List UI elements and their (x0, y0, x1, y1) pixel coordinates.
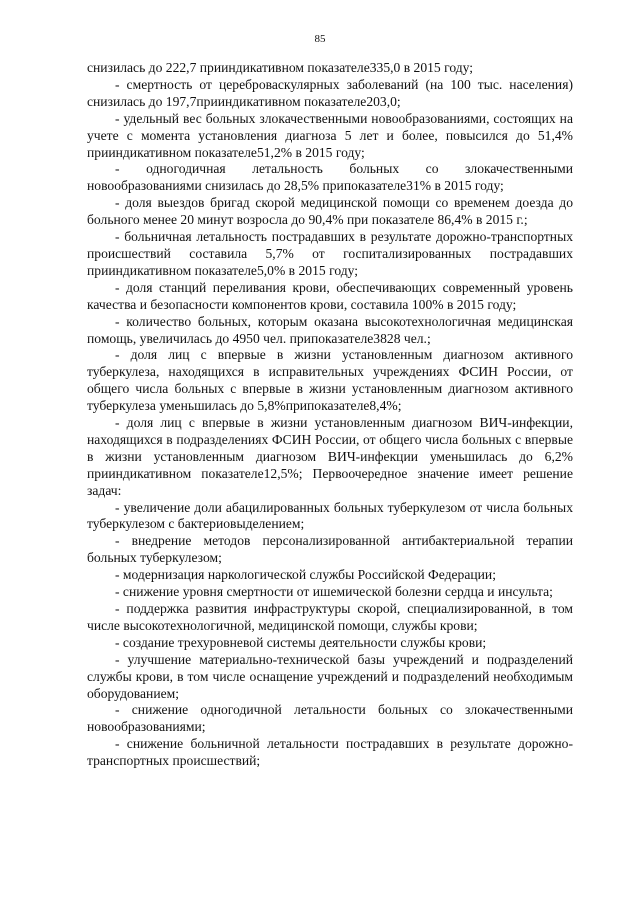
paragraph: - снижение одногодичной летальности больных со злокачественными новообразованиями; (87, 702, 573, 735)
paragraph: - количество больных, которым оказана высокотехнологичная медицинская помощь, увеличилась до 4950 чел. припоказателе3828 чел.; (87, 313, 573, 346)
paragraph: - доля станций переливания крови, обеспечивающих современный уровень качества и безопасности компонентов крови, составила 100% в 2015 году; (87, 279, 573, 312)
paragraph: - снижение больничной летальности пострадавших в результате дорожно-транспортных происшествий; (87, 736, 573, 769)
paragraph: - доля выездов бригад скорой медицинской помощи со временем доезда до больного менее 20 минут возросла до 90,4% при показателе 86,4% в 2015 г.; (87, 195, 573, 228)
paragraph: - снижение уровня смертности от ишемической болезни сердца и инсульта; (115, 584, 553, 600)
paragraph: - доля лиц с впервые в жизни установленным диагнозом активного туберкулеза, находящихся в исправительных учреждениях ФСИН России, от общего числа больных с впервые в жизни установленным диагнозом активного туберкулеза уменьшилась до 5,8%припоказателе8,4%; (87, 347, 573, 414)
paragraph: - смертность от цереброваскулярных заболеваний (на 100 тыс. населения) снизилась до 197,7прииндикативном показателе203,0; (87, 76, 573, 109)
paragraph: - одногодичная летальность больных со злокачественными новообразованиями снизилась до 28,5% припоказателе31% в 2015 году; (87, 161, 573, 194)
paragraph: - увеличение доли абацилированных больных туберкулезом от числа больных туберкулезом с бактериовыделением; (87, 499, 573, 532)
paragraph: - создание трехуровневой системы деятельности службы крови; (115, 634, 487, 650)
body-text (87, 60, 573, 770)
paragraph: - доля лиц с впервые в жизни установленным диагнозом ВИЧ-инфекции, находящихся в подразделениях ФСИН России, от общего числа больных с впервые в жизни установленным диагнозом ВИЧ-инфекции уменьшилась до 6,2% прииндикативном показателе12,5%; Первоочередное значение имеет решение задач: (87, 415, 573, 498)
paragraph: - больничная летальность пострадавших в результате дорожно-транспортных происшествий составила 5,7% от госпитализированных пострадавших прииндикативном показателе5,0% в 2015 году; (87, 229, 573, 278)
page-number: 85 (314, 33, 326, 45)
paragraph: - внедрение методов персонализированной антибактериальной терапии больных туберкулезом; (87, 533, 573, 566)
paragraph: снизилась до 222,7 прииндикативном показателе335,0 в 2015 году; (87, 60, 474, 75)
paragraph: - удельный вес больных злокачественными новообразованиями, состоящих на учете с момента установления диагноза 5 лет и более, повысился до 51,4% прииндикативном показателе51,2% в 2015 году; (87, 110, 573, 160)
paragraph: - улучшение материально-технической базы учреждений и подразделений службы крови, в том числе оснащение учреждений и подразделений необходимым оборудованием; (87, 651, 573, 701)
paragraph: - модернизация наркологической службы Российской Федерации; (115, 567, 496, 583)
paragraph: - поддержка развития инфраструктуры скорой, специализированной, в том числе высокотехнологичной, медицинской помощи, службы крови; (87, 601, 573, 633)
